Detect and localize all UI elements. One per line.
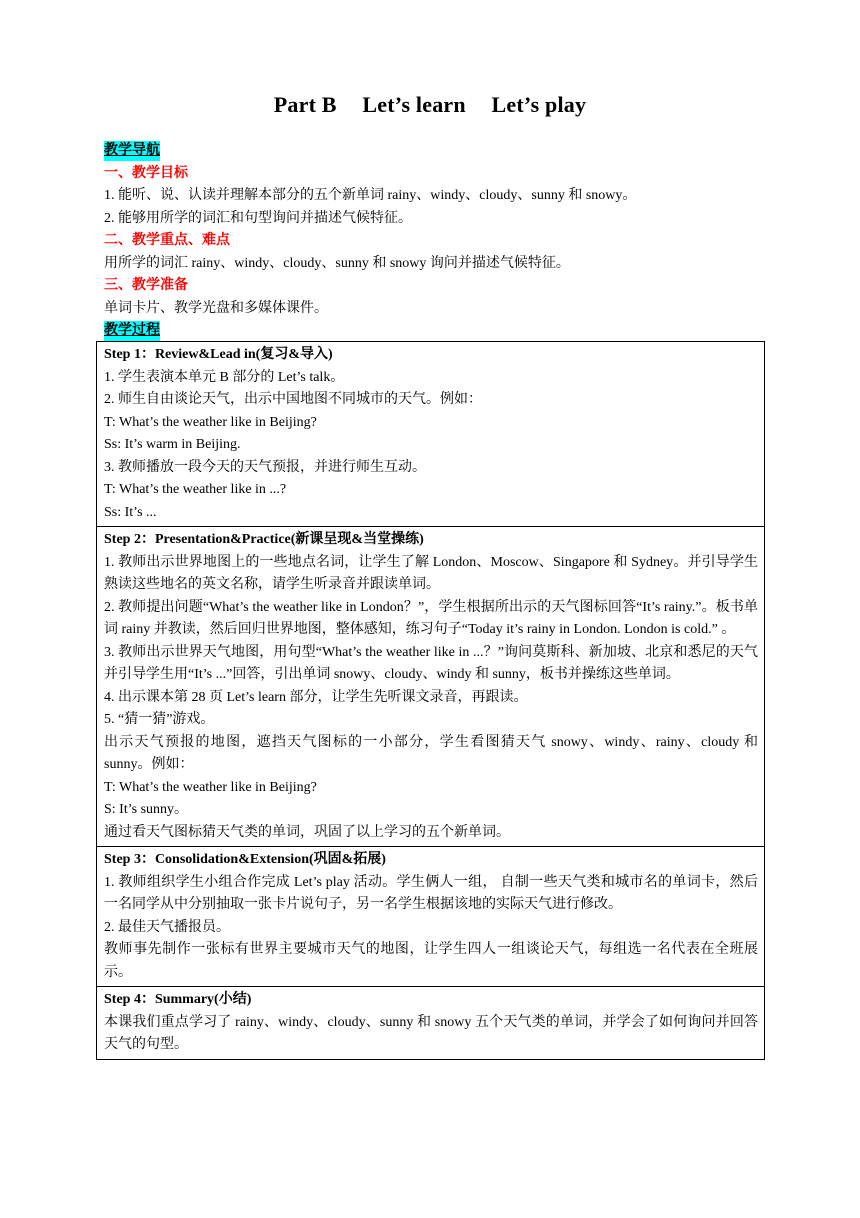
step-cell <box>97 527 765 847</box>
step-cell <box>97 342 765 527</box>
step-line: T: What’s the weather like in Beijing? <box>104 414 317 430</box>
step-line: 2. 最佳天气播报员。 <box>104 919 230 935</box>
goal-item: 1. 能听、说、认读并理解本部分的五个新单词 rainy、windy、cloudy、sunny 和 snowy。 <box>104 188 637 203</box>
title-lets-play: Let’s play <box>491 92 587 117</box>
step-line: 4. 出示课本第 28 页 Let’s learn 部分，让学生先听课文录音，再跟读。 <box>104 689 528 705</box>
step-line: 本课我们重点学习了 rainy、windy、cloudy、sunny 和 snowy 五个天气类的单词，并学会了如何询问并回答天气的句型。 <box>104 1014 758 1052</box>
step-line: T: What’s the weather like in Beijing? <box>104 779 317 795</box>
lesson-overview <box>104 140 760 343</box>
step-line: 1. 学生表演本单元 B 部分的 Let’s talk。 <box>104 369 345 385</box>
title-part: Part B <box>273 92 337 117</box>
step-line: T: What’s the weather like in ...? <box>104 482 287 497</box>
goals-heading: 一、教学目标 <box>104 165 188 181</box>
step-title: Step 2：Presentation&Practice(新课呈现&当堂操练) <box>104 532 424 547</box>
teaching-process-table <box>96 341 765 1060</box>
step-line: 3. 教师出示世界天气地图，用句型“What’s the weather like in ...？”询问莫斯科、新加坡、北京和悉尼的天气并引导学生用“It’s ...”回答，引出单词 snowy、cloudy、windy 和 sunny，板书并操练这些单词。 <box>104 644 758 682</box>
nav-heading: 教学导航 <box>104 141 160 161</box>
step-title: Step 3：Consolidation&Extension(巩固&拓展) <box>104 852 386 867</box>
step-line: 2. 师生自由谈论天气，出示中国地图不同城市的天气。例如： <box>104 392 482 407</box>
step-line: S: It’s sunny。 <box>104 802 189 817</box>
table-row <box>97 342 765 527</box>
step-line: Ss: It’s ... <box>104 504 157 520</box>
focus-text: 用所学的词汇 rainy、windy、cloudy、sunny 和 snowy 询问并描述气候特征。 <box>104 255 570 271</box>
focus-heading: 二、教学重点、难点 <box>104 233 230 248</box>
step-cell <box>97 847 765 987</box>
step-line: 1. 教师组织学生小组合作完成 Let’s play 活动。学生俩人一组， 自制一些天气类和城市名的单词卡，然后一名同学从中分别抽取一张卡片说句子，另一名学生根据该地的实际天气进行修改。 <box>104 874 758 912</box>
table-row <box>97 527 765 847</box>
step-line: Ss: It’s warm in Beijing. <box>104 437 241 452</box>
table-row <box>97 847 765 987</box>
prep-text: 单词卡片、教学光盘和多媒体课件。 <box>104 300 328 316</box>
document-title <box>0 92 860 118</box>
step-title: Step 1：Review&Lead in(复习&导入) <box>104 347 333 362</box>
step-cell <box>97 987 765 1060</box>
step-line: 教师事先制作一张标有世界主要城市天气的地图，让学生四人一组谈论天气，每组选一名代表在全班展示。 <box>104 942 758 980</box>
goal-item: 2. 能够用所学的词汇和句型询问并描述气候特征。 <box>104 210 412 226</box>
prep-heading: 三、教学准备 <box>104 278 188 293</box>
process-heading: 教学过程 <box>104 321 160 341</box>
title-lets-learn: Let’s learn <box>362 92 466 117</box>
table-row <box>97 987 765 1060</box>
step-line: 2. 教师提出问题“What’s the weather like in London？”，学生根据所出示的天气图标回答“It’s rainy.”。板书单词 rainy 并教读，然后回归世界地图，整体感知，练习句子“Today it’s rainy in London. London is cold.” 。 <box>104 599 758 637</box>
step-title: Step 4：Summary(小结) <box>104 992 252 1007</box>
step-line: 通过看天气图标猜天气类的单词，巩固了以上学习的五个新单词。 <box>104 824 510 840</box>
step-line: 5. “猜一猜”游戏。 <box>104 712 215 727</box>
step-line: 3. 教师播放一段今天的天气预报，并进行师生互动。 <box>104 459 426 475</box>
step-line: 1. 教师出示世界地图上的一些地点名词，让学生了解 London、Moscow、Singapore 和 Sydney。并引导学生熟读这些地名的英文名称，请学生听录音并跟读单词。 <box>104 554 758 592</box>
step-line: 出示天气预报的地图，遮挡天气图标的一小部分，学生看图猜天气 snowy、windy、rainy、cloudy 和 sunny。例如： <box>104 734 758 772</box>
